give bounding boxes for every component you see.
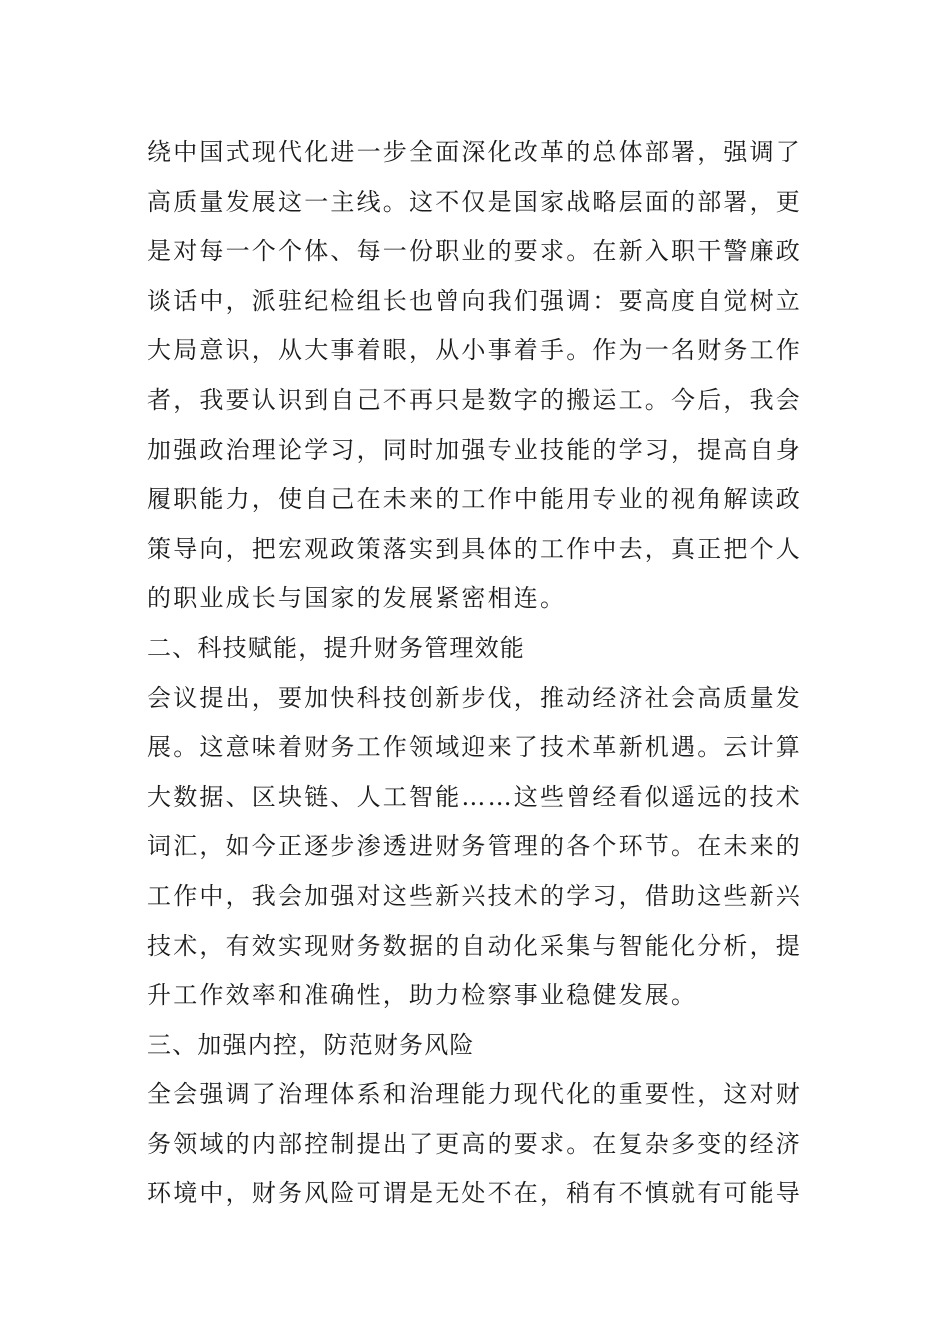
text-line: 务领域的内部控制提出了更高的要求。在复杂多变的经济 bbox=[147, 1129, 802, 1158]
text-line: 技术，有效实现财务数据的自动化采集与智能化分析，提 bbox=[147, 931, 802, 960]
text-line: 的职业成长与国家的发展紧密相连。 bbox=[147, 584, 567, 613]
text-line: 高质量发展这一主线。这不仅是国家战略层面的部署，更 bbox=[147, 187, 802, 216]
text-line: 会议提出，要加快科技创新步伐，推动经济社会高质量发 bbox=[147, 683, 802, 712]
text-line: 大数据、区块链、人工智能……这些曾经看似遥远的技术 bbox=[147, 782, 802, 811]
text-line: 词汇，如今正逐步渗透进财务管理的各个环节。在未来的 bbox=[147, 832, 802, 861]
section-heading: 三、加强内控，防范财务风险 bbox=[147, 1030, 475, 1059]
text-line: 是对每一个个体、每一份职业的要求。在新入职干警廉政 bbox=[147, 237, 802, 266]
text-line: 环境中，财务风险可谓是无处不在，稍有不慎就有可能导 bbox=[147, 1179, 802, 1208]
section-heading: 二、科技赋能，提升财务管理效能 bbox=[147, 633, 525, 662]
text-line: 履职能力，使自己在未来的工作中能用专业的视角解读政 bbox=[147, 485, 802, 514]
text-line: 绕中国式现代化进一步全面深化改革的总体部署，强调了 bbox=[147, 138, 802, 166]
text-line: 者，我要认识到自己不再只是数字的搬运工。今后，我会 bbox=[147, 385, 802, 414]
text-line: 谈话中，派驻纪检组长也曾向我们强调：要高度自觉树立 bbox=[147, 286, 802, 315]
text-line: 升工作效率和准确性，助力检察事业稳健发展。 bbox=[147, 981, 698, 1010]
text-line: 全会强调了治理体系和治理能力现代化的重要性，这对财 bbox=[147, 1080, 802, 1109]
text-line: 大局意识，从大事着眼，从小事着手。作为一名财务工作 bbox=[147, 336, 802, 365]
text-line: 策导向，把宏观政策落实到具体的工作中去，真正把个人 bbox=[147, 534, 802, 563]
text-line: 展。这意味着财务工作领域迎来了技术革新机遇。云计算 bbox=[147, 733, 802, 762]
document-body bbox=[147, 128, 807, 1219]
text-line: 工作中，我会加强对这些新兴技术的学习，借助这些新兴 bbox=[147, 881, 802, 910]
text-line: 加强政治理论学习，同时加强专业技能的学习，提高自身 bbox=[147, 435, 802, 464]
